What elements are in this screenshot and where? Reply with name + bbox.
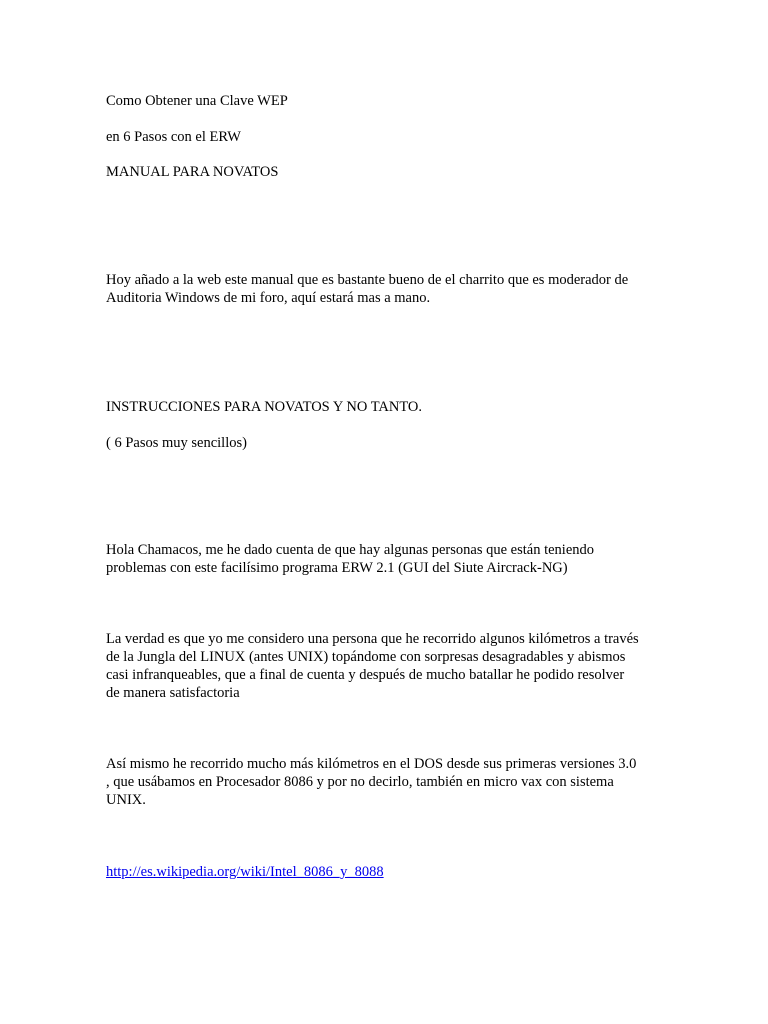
- paragraph-3: [106, 755, 666, 809]
- intro-line: Auditoria Windows de mi foro, aquí estará mas a mano.: [106, 290, 431, 306]
- paragraph-2: [106, 630, 666, 702]
- paragraph-line: , que usábamos en Procesador 8086 y por no decirlo, también en micro vax con sistema: [106, 774, 614, 790]
- paragraph-1: [106, 541, 666, 577]
- paragraph-line: problemas con este facilísimo programa ERW 2.1 (GUI del Siute Aircrack-NG): [106, 560, 568, 576]
- paragraph-line: casi infranqueables, que a final de cuenta y después de mucho batallar he podido resolver: [106, 667, 625, 683]
- paragraph-line: La verdad es que yo me considero una persona que he recorrido algunos kilómetros a través: [106, 631, 639, 647]
- instructions-heading: INSTRUCCIONES PARA NOVATOS Y NO TANTO.: [106, 399, 423, 415]
- paragraph-line: Hola Chamacos, me he dado cuenta de que hay algunas personas que están teniendo: [106, 542, 595, 558]
- title-line-2: en 6 Pasos con el ERW: [106, 129, 241, 145]
- wikipedia-link-line: [106, 863, 666, 881]
- wikipedia-link[interactable]: http://es.wikipedia.org/wiki/Intel_8086_y_8088: [106, 864, 384, 880]
- intro-line: Hoy añado a la web este manual que es bastante bueno de el charrito que es moderador de: [106, 272, 629, 288]
- title-line-3: MANUAL PARA NOVATOS: [106, 164, 279, 180]
- title-line-1: Como Obtener una Clave WEP: [106, 93, 288, 109]
- paragraph-line: Así mismo he recorrido mucho más kilómetros en el DOS desde sus primeras versiones 3.0: [106, 756, 637, 772]
- intro-paragraph: [106, 271, 666, 307]
- instructions-subheading: ( 6 Pasos muy sencillos): [106, 435, 247, 451]
- paragraph-line: UNIX.: [106, 792, 146, 808]
- paragraph-line: de manera satisfactoria: [106, 685, 240, 701]
- paragraph-line: de la Jungla del LINUX (antes UNIX) topándome con sorpresas desagradables y abismos: [106, 649, 626, 665]
